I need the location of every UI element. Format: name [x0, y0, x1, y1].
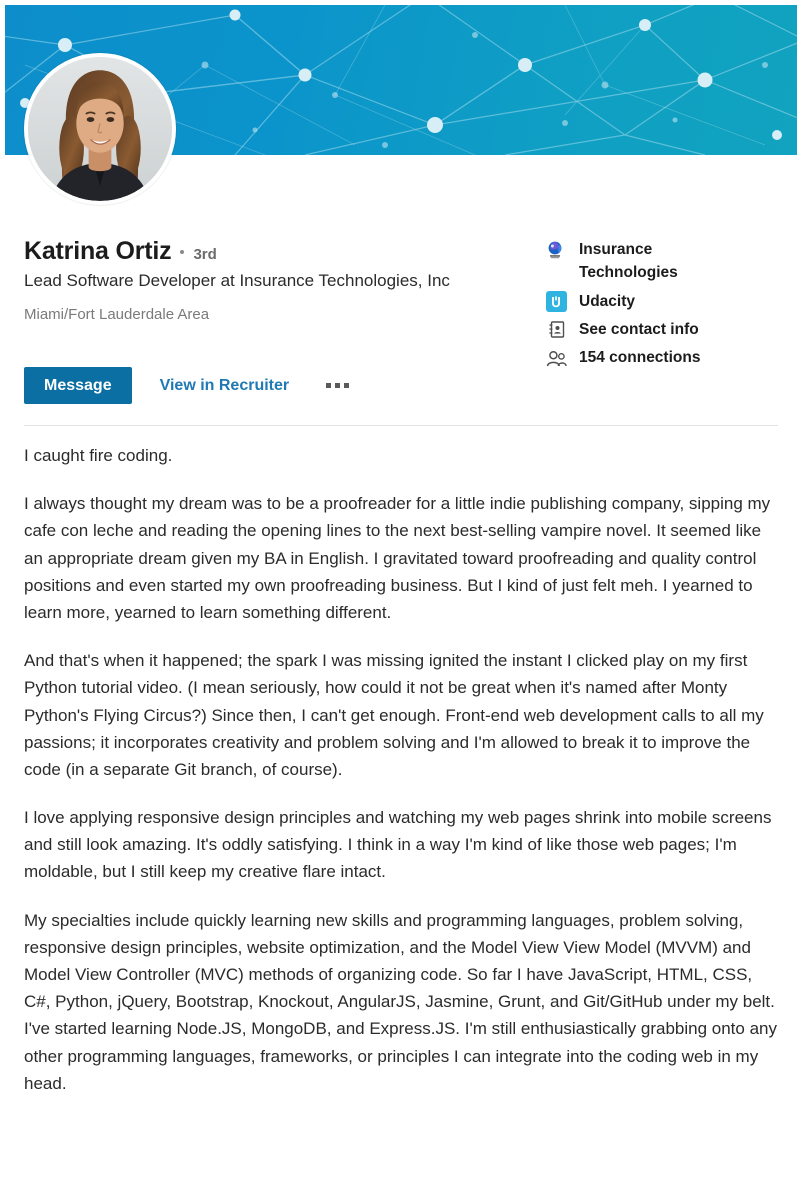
dot-1: [326, 383, 331, 388]
degree-badge: 3rd: [193, 246, 217, 263]
name-row: [24, 238, 514, 266]
summary-section: [24, 442, 780, 1097]
action-row: [24, 367, 351, 404]
identity-block: [24, 238, 514, 323]
summary-paragraph: I always thought my dream was to be a proofreader for a little indie publishing company, sipping my cafe con leche and reading the opening lines to the next best-selling vampire novel. It seemed like an appropriate dream given my BA in English. I gravitated toward proofreading and quality control positions and even started my own proofreading business. But I kind of just felt meh. I yearned to learn more, yearned to learn something different.: [24, 494, 771, 622]
info-label-udacity: Udacity: [579, 292, 635, 310]
summary-paragraph: I love applying responsive design principles and watching my web pages shrink into mobile screens and still look amazing. It's oddly satisfying. I think in a way I'm kind of like those web pages; I'm moldable, but I still keep my creative flare intact.: [24, 808, 772, 882]
headline: Lead Software Developer at Insurance Technologies, Inc: [24, 270, 450, 290]
page-title: Katrina Ortiz: [24, 237, 172, 265]
info-row-connections[interactable]: [545, 346, 785, 369]
location: Miami/Fort Lauderdale Area: [24, 306, 210, 324]
dot-2: [335, 383, 340, 388]
separator-dot-icon: [180, 250, 184, 254]
section-divider: [24, 425, 778, 426]
udacity-tile: [546, 291, 567, 312]
dot-3: [344, 383, 349, 388]
more-actions-icon[interactable]: [324, 377, 351, 394]
info-label-company: Insurance Technologies: [579, 241, 678, 282]
summary-paragraph: And that's when it happened; the spark I was missing ignited the instant I clicked play on my first Python tutorial video. (I mean seriously, how could it not be great when it's named after Monty Python's Flying Circus?) Since then, I can't get enough. Front-end web development calls to all my passions; it incorporates creativity and problem solving and I'm allowed to break it to improve the code (in a separate Git branch, of course).: [24, 651, 764, 779]
udacity-logo-icon: [545, 291, 567, 313]
summary-paragraph: My specialties include quickly learning new skills and programming languages, problem solving, responsive design principles, website optimization, and the Model View View Model (MVVM) and Model View Controller (MVC) methods of organizing code. So far I have JavaScript, HTML, CSS, C#, Python, jQuery, Bootstrap, Knockout, AngularJS, Jasmine, Grunt, and Git/GitHub under my belt. I've started learning Node.JS, MongoDB, and Express.JS. I'm still enthusiastically grabbing onto any other programming languages, frameworks, or principles I can integrate into the coding web in my head.: [24, 910, 777, 1093]
info-label-connections: 154 connections: [579, 349, 701, 366]
info-panel: [545, 238, 785, 374]
view-in-recruiter-link[interactable]: View in Recruiter: [159, 376, 290, 394]
info-row-contact[interactable]: [545, 318, 785, 341]
summary-paragraph: I caught fire coding.: [24, 446, 173, 465]
avatar-photo: [28, 57, 172, 201]
info-row-company[interactable]: [545, 238, 785, 285]
contact-card-icon: [545, 319, 567, 341]
info-label-contact: See contact info: [579, 320, 699, 338]
info-row-udacity[interactable]: [545, 290, 785, 313]
connections-icon: [545, 347, 567, 369]
message-button[interactable]: Message: [24, 367, 132, 404]
avatar[interactable]: [24, 53, 176, 205]
company-logo-icon: [545, 239, 567, 261]
